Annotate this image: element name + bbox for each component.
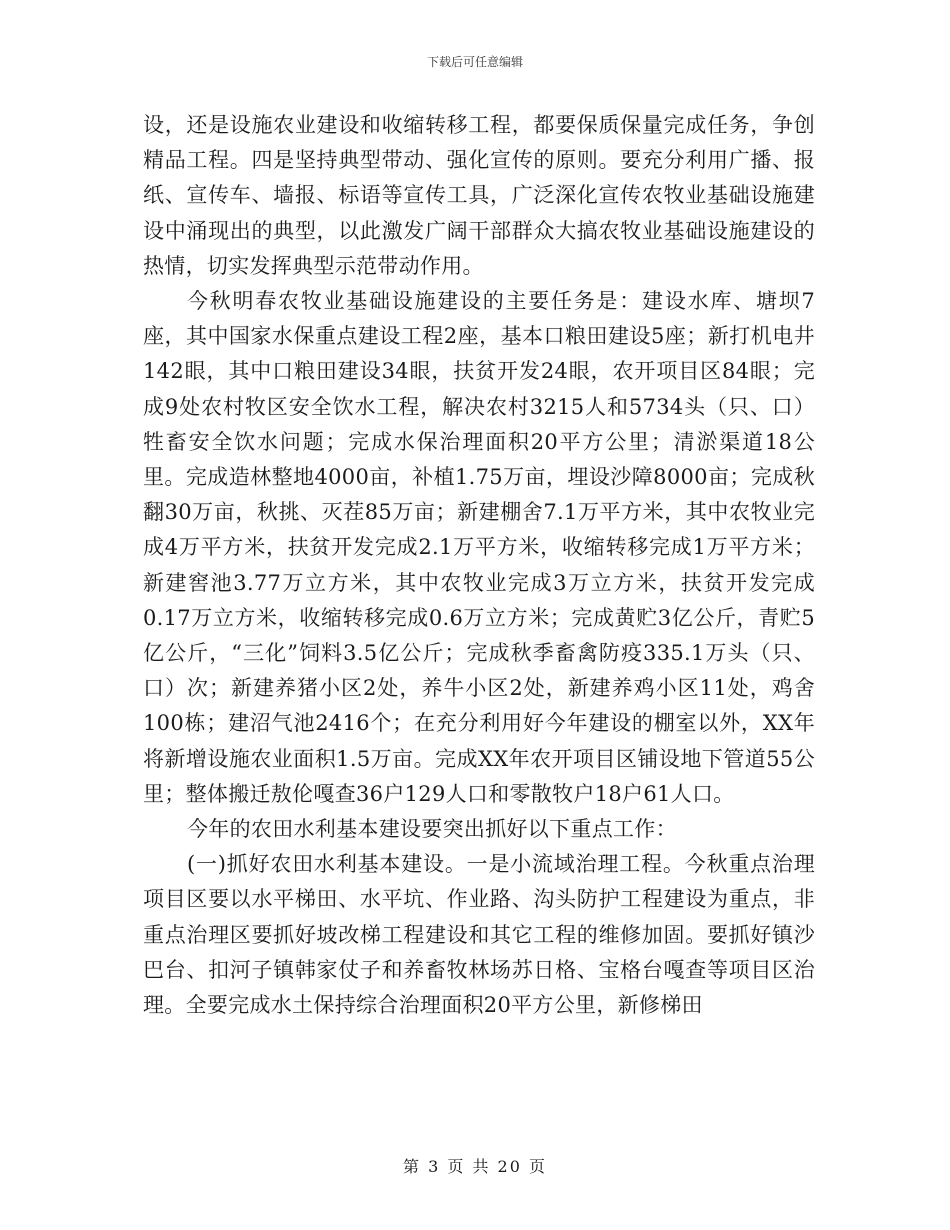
page-footer: 第 3 页 共 20 页 xyxy=(403,1157,547,1176)
page-header: 下载后可任意编辑 xyxy=(426,55,523,69)
paragraph-3: 今年的农田水利基本建设要突出抓好以下重点工作： xyxy=(187,817,677,842)
paragraph-2: 今秋明春农牧业基础设施建设的主要任务是：建设水库、塘坝7座，其中国家水保重点建设工程2座，基本口粮田建设5座；新打机电井142眼，其中口粮田建设34眼，扶贫开发24眼，农开项目区84眼；完成9处农村牧区安全饮水工程，解决农村3215人和5734头（只、口）牲畜安全饮水问题；完成水保治理面积20平方公里；清淤渠道18公里。完成造林整地4000亩，补植1.75万亩，埋设沙障8000亩；完成秋翻30万亩，秋挑、灭茬85万亩；新建棚舍7.1万平方米，其中农牧业完成4万平方米，扶贫开发完成2.1万平方米，收缩转移完成1万平方米；新建窖池3.77万立方米，其中农牧业完成3万立方米，扶贫开发完成0.17万立方米，收缩转移完成0.6万立方米；完成黄贮3亿公斤，青贮5亿公斤，“三化”饲料3.5亿公斤；完成秋季畜禽防疫335.1万头（只、口）次；新建养猪小区2处，养牛小区2处，新建养鸡小区11处，鸡舍100栋；建沼气池2416个；在充分利用好今年建设的棚室以外，XX年将新增设施农业面积1.5万亩。完成XX年农开项目区铺设地下管道55公里；整体搬迁敖伦嘎查36户129人口和零散牧户18户61人口。 xyxy=(143,289,816,806)
document-body xyxy=(143,108,815,1023)
paragraph-4: (一)抓好农田水利基本建设。一是小流域治理工程。今秋重点治理项目区要以水平梯田、水平坑、作业路、沟头防护工程建设为重点，非重点治理区要抓好坡改梯工程建设和其它工程的维修加固。要抓好镇沙巴台、扣河子镇韩家仗子和养畜牧林场苏日格、宝格台嘎查等项目区治理。全要完成水土保持综合治理面积20平方公里，新修梯田 xyxy=(143,852,815,1018)
paragraph-1: 设，还是设施农业建设和收缩转移工程，都要保质保量完成任务，争创精品工程。四是坚持典型带动、强化宣传的原则。要充分利用广播、报纸、宣传车、墙报、标语等宣传工具，广泛深化宣传农牧业基础设施建设中涌现出的典型，以此激发广阔干部群众大搞农牧业基础设施建设的热情，切实发挥典型示范带动作用。 xyxy=(143,113,815,278)
